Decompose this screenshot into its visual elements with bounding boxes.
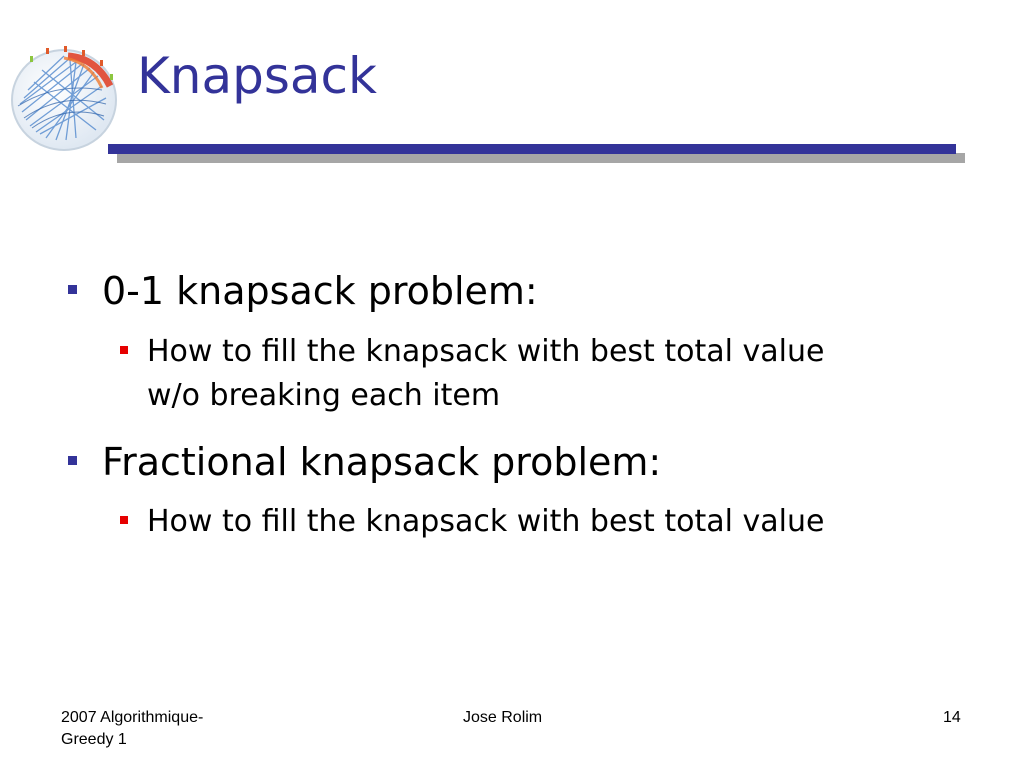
slide-title: Knapsack [137,47,377,105]
sub-bullet-line: w/o breaking each item [147,378,501,413]
page-number: 14 [943,709,961,726]
network-sphere-logo-icon [6,42,124,154]
square-bullet-icon [68,285,77,294]
square-bullet-icon [68,456,77,465]
bullet-item: 0-1 knapsack problem: [102,269,538,313]
square-bullet-icon [120,346,128,354]
title-rule [108,144,956,154]
sub-bullet-item: How to fill the knapsack with best total value [147,504,825,539]
sub-bullet-item [147,330,824,418]
square-bullet-icon [120,516,128,524]
footer-author: Jose Rolim [463,709,543,726]
sub-bullet-line: How to fill the knapsack with best total value [147,334,825,369]
footer-left-line: 2007 Algorithmique- [61,709,204,726]
bullet-item: Fractional knapsack problem: [102,440,662,484]
footer-left-line: Greedy 1 [61,731,127,748]
title-rule-shadow [117,153,965,163]
footer-left [61,707,203,751]
